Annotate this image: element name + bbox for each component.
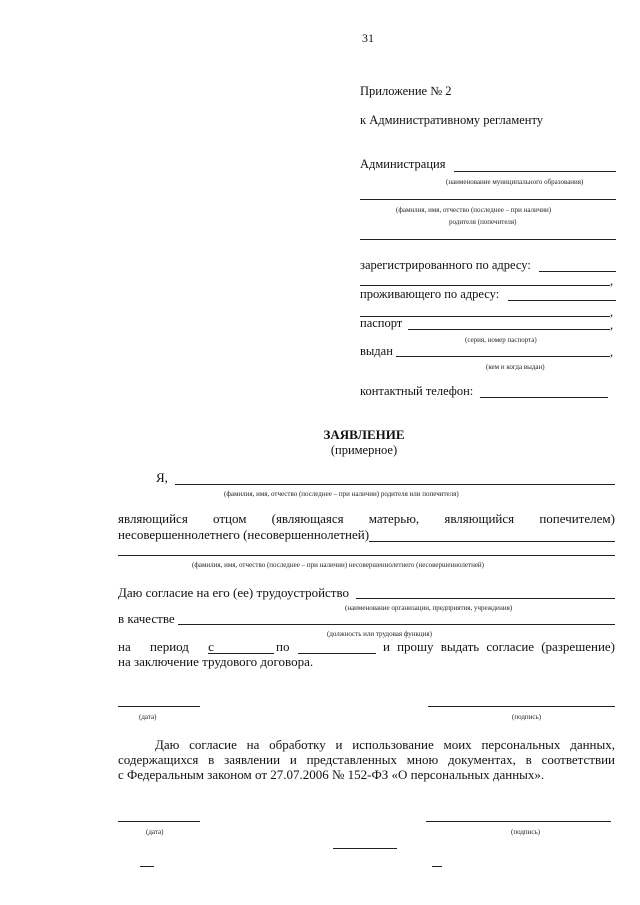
living-comma: , — [610, 305, 614, 319]
signature-field-2[interactable] — [426, 821, 611, 822]
date-field-2[interactable] — [118, 821, 200, 822]
passport-field[interactable] — [408, 329, 610, 330]
passport-comma: , — [610, 318, 614, 332]
parent-name-caption-1: (фамилия, имя, отчество (последнее – при наличии) — [396, 206, 552, 214]
issued-caption: (кем и когда выдан) — [486, 363, 545, 371]
minor-name-field-2[interactable] — [118, 555, 615, 556]
applicant-name-caption: (фамилия, имя, отчество (последнее – при наличии) родителя или попечителя) — [224, 490, 459, 498]
passport-label: паспорт — [360, 316, 403, 330]
municipality-caption: (наименование муниципального образования) — [446, 178, 584, 186]
personal-data-line-3: с Федеральным законом от 27.07.2006 № 152-ФЗ «О персональных данных». — [118, 767, 545, 782]
date-caption-2: (дата) — [146, 828, 164, 836]
being-line — [118, 511, 615, 527]
period-to-label: по — [276, 639, 290, 654]
contract-label: на заключение трудового договора. — [118, 654, 314, 669]
consent-label: Даю согласие на его (ее) трудоустройство — [118, 585, 350, 600]
minor-name-field[interactable] — [369, 541, 615, 542]
phone-field[interactable] — [480, 397, 608, 398]
being-word: матерью, — [368, 511, 420, 526]
issued-comma: , — [610, 345, 614, 359]
scan-mark — [140, 866, 154, 867]
being-word: являющийся — [118, 511, 188, 526]
passport-caption: (серия, номер паспорта) — [465, 336, 537, 344]
date-field[interactable] — [118, 706, 200, 707]
issued-label: выдан — [360, 344, 393, 358]
minor-name-caption: (фамилия, имя, отчество (последнее – при наличии) несовершеннолетнего (несовершеннолетней) — [192, 561, 485, 569]
living-address-field[interactable] — [508, 300, 616, 301]
period-request-label: и прошу выдать согласие (разрешение) — [383, 639, 615, 654]
administration-label: Администрация — [360, 157, 446, 171]
applicant-name-field[interactable] — [175, 484, 615, 485]
being-word: являющийся — [444, 511, 515, 526]
parent-name-caption-2: родителя (попечителя) — [449, 218, 517, 226]
page-number: 31 — [362, 31, 374, 45]
appendix-subtitle: к Административному регламенту — [360, 113, 544, 127]
phone-label: контактный телефон: — [360, 384, 474, 398]
statement-subtitle: (примерное) — [330, 443, 398, 457]
parent-name-field-2[interactable] — [360, 239, 616, 240]
registered-address-field[interactable] — [539, 271, 616, 272]
signature-caption-2: (подпись) — [511, 828, 541, 836]
period-from-label: на период с — [118, 639, 214, 654]
living-label: проживающего по адресу: — [360, 287, 500, 301]
signature-caption: (подпись) — [512, 713, 542, 721]
registered-comma: , — [610, 274, 614, 288]
as-label: в качестве — [118, 611, 175, 626]
scan-mark — [432, 866, 442, 867]
being-word: (являющаяся — [271, 511, 344, 526]
administration-field[interactable] — [454, 171, 616, 172]
being-word: отцом — [212, 511, 247, 526]
position-field[interactable] — [178, 624, 615, 625]
registered-label: зарегистрированного по адресу: — [360, 258, 531, 272]
registered-address-field-2[interactable] — [360, 285, 610, 286]
appendix-title: Приложение № 2 — [360, 84, 452, 98]
personal-data-line-2: содержащихся в заявлении и представленных мною документах, в соответствии — [118, 752, 615, 767]
personal-data-line-1: Даю согласие на обработку и использование моих персональных данных, — [155, 737, 615, 752]
organization-field[interactable] — [356, 598, 615, 599]
i-label: Я, — [156, 470, 168, 485]
issued-field[interactable] — [396, 356, 610, 357]
parent-name-field[interactable] — [360, 199, 616, 200]
bottom-rule — [333, 848, 397, 849]
organization-caption: (наименование организации, предприятия, учреждения) — [345, 604, 513, 612]
minor-label: несовершеннолетнего (несовершеннолетней) — [118, 527, 370, 542]
signature-field[interactable] — [428, 706, 615, 707]
date-caption: (дата) — [139, 713, 157, 721]
position-caption: (должность или трудовая функция) — [327, 630, 432, 638]
statement-title: ЗАЯВЛЕНИЕ — [323, 427, 405, 442]
being-word: попечителем) — [539, 511, 615, 526]
